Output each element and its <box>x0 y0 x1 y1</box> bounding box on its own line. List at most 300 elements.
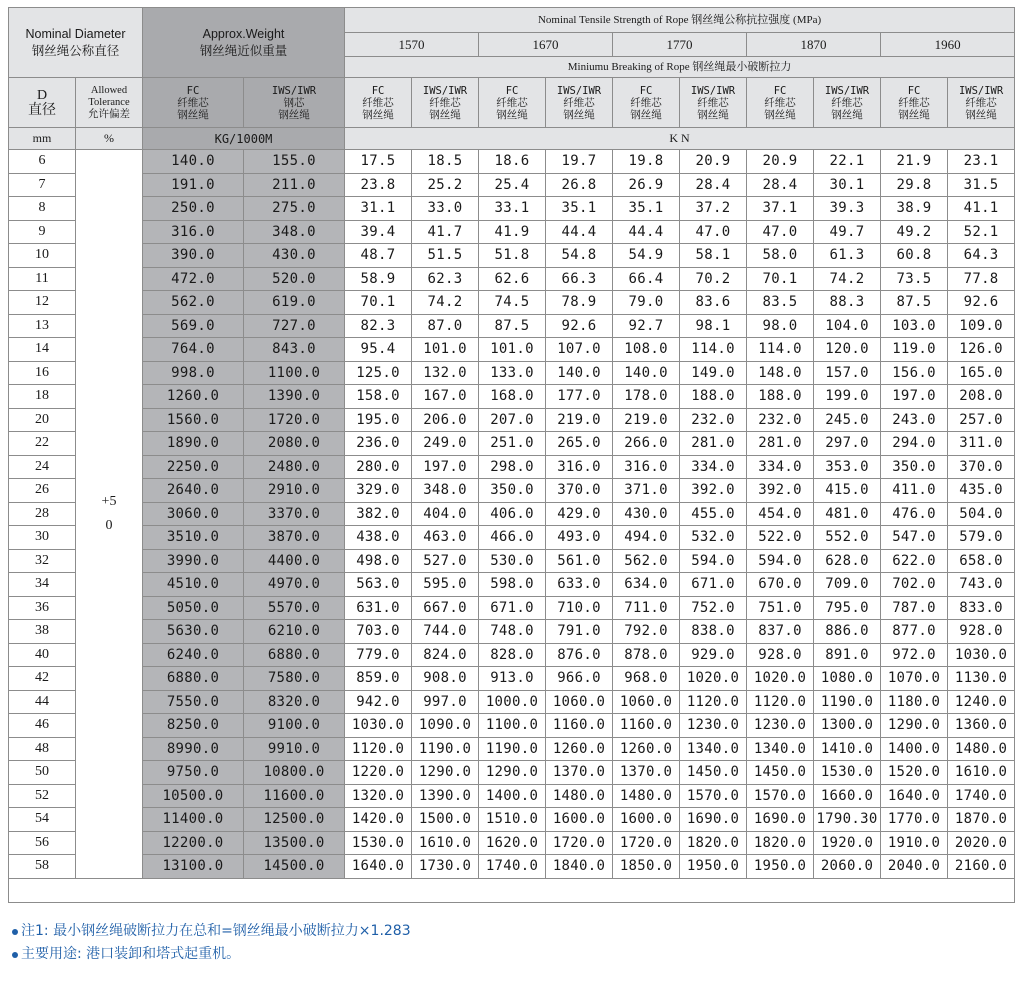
breaking-load-cell: 199.0 <box>814 385 881 409</box>
breaking-load-cell: 329.0 <box>345 479 412 503</box>
breaking-load-cell: 47.0 <box>747 220 814 244</box>
breaking-load-cell: 98.1 <box>680 314 747 338</box>
breaking-load-cell: 476.0 <box>881 502 948 526</box>
breaking-load-cell: 913.0 <box>479 667 546 691</box>
breaking-load-cell: 44.4 <box>546 220 613 244</box>
breaking-load-cell: 1600.0 <box>546 808 613 832</box>
core-type-zh: 纤维芯 <box>764 96 796 109</box>
breaking-load-cell: 25.2 <box>412 173 479 197</box>
tolerance-minus: 0 <box>105 517 113 533</box>
core-type-zh: 纤维芯 <box>831 96 863 109</box>
breaking-load-cell: 1290.0 <box>479 761 546 785</box>
breaking-load-cell: 165.0 <box>948 361 1015 385</box>
breaking-load-cell: 74.2 <box>412 291 479 315</box>
breaking-load-cell: 671.0 <box>479 596 546 620</box>
breaking-load-cell: 101.0 <box>412 338 479 362</box>
breaking-load-cell: 168.0 <box>479 385 546 409</box>
breaking-load-cell: 350.0 <box>881 455 948 479</box>
breaking-load-cell: 21.9 <box>881 150 948 174</box>
diameter-cell: 11 <box>9 267 76 291</box>
breaking-load-cell: 197.0 <box>412 455 479 479</box>
breaking-load-cell: 1230.0 <box>680 714 747 738</box>
core-type-zh: 钢芯 <box>283 96 305 109</box>
unit-mm: mm <box>9 128 76 150</box>
breaking-load-cell: 119.0 <box>881 338 948 362</box>
breaking-load-cell: 633.0 <box>546 573 613 597</box>
breaking-load-cell: 1100.0 <box>479 714 546 738</box>
breaking-load-cell: 54.9 <box>613 244 680 268</box>
strength-1570-iws-header <box>412 78 479 128</box>
breaking-load-cell: 1820.0 <box>680 831 747 855</box>
breaking-load-cell: 70.1 <box>345 291 412 315</box>
grade-1960: 1960 <box>881 33 1015 57</box>
table-row <box>9 455 1015 479</box>
table-row <box>9 667 1015 691</box>
breaking-load-cell: 51.5 <box>412 244 479 268</box>
breaking-load-cell: 997.0 <box>412 690 479 714</box>
breaking-load-cell: 562.0 <box>613 549 680 573</box>
weight-cell: 430.0 <box>244 244 345 268</box>
diameter-symbol: D <box>36 87 48 103</box>
breaking-load-cell: 1060.0 <box>613 690 680 714</box>
core-type-zh: 钢丝绳 <box>496 108 528 121</box>
breaking-load-cell: 73.5 <box>881 267 948 291</box>
breaking-load-cell: 1410.0 <box>814 737 881 761</box>
breaking-load-cell: 156.0 <box>881 361 948 385</box>
grade-1770: 1770 <box>613 33 747 57</box>
breaking-load-cell: 552.0 <box>814 526 881 550</box>
breaking-load-cell: 178.0 <box>613 385 680 409</box>
weight-cell: 11600.0 <box>244 784 345 808</box>
breaking-load-header: Miniumu Breaking of Rope 钢丝绳最小破断拉力 <box>345 57 1015 78</box>
breaking-load-cell: 77.8 <box>948 267 1015 291</box>
breaking-load-cell: 1450.0 <box>680 761 747 785</box>
breaking-load-cell: 1610.0 <box>412 831 479 855</box>
breaking-load-cell: 18.6 <box>479 150 546 174</box>
strength-1870-iws-header <box>814 78 881 128</box>
core-type-label: FC <box>907 84 921 97</box>
weight-cell: 191.0 <box>143 173 244 197</box>
weight-cell: 4510.0 <box>143 573 244 597</box>
breaking-load-cell: 631.0 <box>345 596 412 620</box>
breaking-load-cell: 1400.0 <box>881 737 948 761</box>
diameter-cell: 24 <box>9 455 76 479</box>
core-type-label: IWS/IWR <box>556 84 602 97</box>
breaking-load-cell: 928.0 <box>747 643 814 667</box>
core-type-zh: 钢丝绳 <box>965 108 997 121</box>
breaking-load-cell: 22.1 <box>814 150 881 174</box>
weight-cell: 6880.0 <box>244 643 345 667</box>
weight-cell: 2480.0 <box>244 455 345 479</box>
breaking-load-cell: 744.0 <box>412 620 479 644</box>
breaking-load-cell: 92.6 <box>948 291 1015 315</box>
breaking-load-cell: 49.7 <box>814 220 881 244</box>
breaking-load-cell: 1570.0 <box>747 784 814 808</box>
weight-cell: 843.0 <box>244 338 345 362</box>
breaking-load-cell: 140.0 <box>613 361 680 385</box>
weight-cell: 14500.0 <box>244 855 345 879</box>
breaking-load-cell: 281.0 <box>747 432 814 456</box>
breaking-load-cell: 245.0 <box>814 408 881 432</box>
breaking-load-cell: 795.0 <box>814 596 881 620</box>
breaking-load-cell: 281.0 <box>680 432 747 456</box>
breaking-load-cell: 58.9 <box>345 267 412 291</box>
breaking-load-cell: 33.0 <box>412 197 479 221</box>
breaking-load-cell: 710.0 <box>546 596 613 620</box>
breaking-load-cell: 838.0 <box>680 620 747 644</box>
breaking-load-cell: 208.0 <box>948 385 1015 409</box>
breaking-load-cell: 972.0 <box>881 643 948 667</box>
breaking-load-cell: 1340.0 <box>680 737 747 761</box>
weight-cell: 3370.0 <box>244 502 345 526</box>
breaking-load-cell: 928.0 <box>948 620 1015 644</box>
weight-cell: 3060.0 <box>143 502 244 526</box>
breaking-load-cell: 1190.0 <box>814 690 881 714</box>
diameter-cell: 58 <box>9 855 76 879</box>
breaking-load-cell: 711.0 <box>613 596 680 620</box>
breaking-load-cell: 702.0 <box>881 573 948 597</box>
breaking-load-cell: 1030.0 <box>345 714 412 738</box>
weight-cell: 2910.0 <box>244 479 345 503</box>
breaking-load-cell: 1080.0 <box>814 667 881 691</box>
diameter-cell: 16 <box>9 361 76 385</box>
breaking-load-cell: 1260.0 <box>613 737 680 761</box>
breaking-load-cell: 1290.0 <box>412 761 479 785</box>
breaking-load-cell: 41.1 <box>948 197 1015 221</box>
breaking-load-cell: 101.0 <box>479 338 546 362</box>
core-type-zh: 纤维芯 <box>496 96 528 109</box>
breaking-load-cell: 1020.0 <box>680 667 747 691</box>
weight-cell: 9910.0 <box>244 737 345 761</box>
breaking-load-cell: 404.0 <box>412 502 479 526</box>
breaking-load-cell: 1450.0 <box>747 761 814 785</box>
tolerance-cell <box>76 150 143 879</box>
breaking-load-cell: 1730.0 <box>412 855 479 879</box>
breaking-load-cell: 257.0 <box>948 408 1015 432</box>
breaking-load-cell: 74.5 <box>479 291 546 315</box>
table-row <box>9 784 1015 808</box>
breaking-load-cell: 316.0 <box>613 455 680 479</box>
diameter-cell: 48 <box>9 737 76 761</box>
breaking-load-cell: 58.0 <box>747 244 814 268</box>
weight-cell: 12200.0 <box>143 831 244 855</box>
breaking-load-cell: 579.0 <box>948 526 1015 550</box>
weight-cell: 562.0 <box>143 291 244 315</box>
weight-iws-header <box>244 78 345 128</box>
table-row <box>9 737 1015 761</box>
breaking-load-cell: 968.0 <box>613 667 680 691</box>
diameter-cell: 6 <box>9 150 76 174</box>
table-row <box>9 173 1015 197</box>
core-type-zh: 钢丝绳 <box>831 108 863 121</box>
breaking-load-cell: 232.0 <box>747 408 814 432</box>
core-type-zh: 钢丝绳 <box>429 108 461 121</box>
breaking-load-cell: 31.5 <box>948 173 1015 197</box>
breaking-load-cell: 454.0 <box>747 502 814 526</box>
breaking-load-cell: 2020.0 <box>948 831 1015 855</box>
weight-cell: 569.0 <box>143 314 244 338</box>
breaking-load-cell: 370.0 <box>546 479 613 503</box>
breaking-load-cell: 1720.0 <box>546 831 613 855</box>
diameter-cell: 28 <box>9 502 76 526</box>
strength-1770-fc-header <box>613 78 680 128</box>
breaking-load-cell: 51.8 <box>479 244 546 268</box>
tolerance-en: Tolerance <box>88 96 130 108</box>
weight-cell: 250.0 <box>143 197 244 221</box>
breaking-load-cell: 1870.0 <box>948 808 1015 832</box>
weight-cell: 5630.0 <box>143 620 244 644</box>
weight-cell: 6240.0 <box>143 643 244 667</box>
breaking-load-cell: 1240.0 <box>948 690 1015 714</box>
breaking-load-cell: 109.0 <box>948 314 1015 338</box>
breaking-load-cell: 37.1 <box>747 197 814 221</box>
table-row <box>9 338 1015 362</box>
unit-weight: KG/1000M <box>143 128 345 150</box>
breaking-load-cell: 751.0 <box>747 596 814 620</box>
weight-cell: 211.0 <box>244 173 345 197</box>
bullet-icon <box>12 929 18 935</box>
note-2-text: 主要用途: 港口装卸和塔式起重机。 <box>21 946 241 962</box>
breaking-load-cell: 114.0 <box>747 338 814 362</box>
strength-1570-fc-header <box>345 78 412 128</box>
breaking-load-cell: 79.0 <box>613 291 680 315</box>
breaking-load-cell: 429.0 <box>546 502 613 526</box>
breaking-load-cell: 876.0 <box>546 643 613 667</box>
breaking-load-cell: 670.0 <box>747 573 814 597</box>
breaking-load-cell: 406.0 <box>479 502 546 526</box>
breaking-load-cell: 19.7 <box>546 150 613 174</box>
diameter-cell: 22 <box>9 432 76 456</box>
diameter-cell: 26 <box>9 479 76 503</box>
breaking-load-cell: 563.0 <box>345 573 412 597</box>
breaking-load-cell: 455.0 <box>680 502 747 526</box>
breaking-load-cell: 1290.0 <box>881 714 948 738</box>
weight-cell: 275.0 <box>244 197 345 221</box>
bullet-icon <box>12 952 18 958</box>
breaking-load-cell: 2040.0 <box>881 855 948 879</box>
breaking-load-cell: 1530.0 <box>814 761 881 785</box>
unit-kn: K N <box>345 128 1015 150</box>
weight-cell: 1100.0 <box>244 361 345 385</box>
diameter-cell: 14 <box>9 338 76 362</box>
weight-cell: 140.0 <box>143 150 244 174</box>
breaking-load-cell: 87.5 <box>479 314 546 338</box>
table-row <box>9 220 1015 244</box>
table-row <box>9 479 1015 503</box>
breaking-load-cell: 1370.0 <box>546 761 613 785</box>
breaking-load-cell: 561.0 <box>546 549 613 573</box>
breaking-load-cell: 58.1 <box>680 244 747 268</box>
breaking-load-cell: 44.4 <box>613 220 680 244</box>
table-row <box>9 620 1015 644</box>
breaking-load-cell: 316.0 <box>546 455 613 479</box>
core-type-zh: 钢丝绳 <box>764 108 796 121</box>
weight-cell: 3870.0 <box>244 526 345 550</box>
weight-cell: 9750.0 <box>143 761 244 785</box>
breaking-load-cell: 39.4 <box>345 220 412 244</box>
breaking-load-cell: 78.9 <box>546 291 613 315</box>
breaking-load-cell: 1420.0 <box>345 808 412 832</box>
breaking-load-cell: 1390.0 <box>412 784 479 808</box>
weight-cell: 7580.0 <box>244 667 345 691</box>
breaking-load-cell: 392.0 <box>747 479 814 503</box>
strength-1670-fc-header <box>479 78 546 128</box>
breaking-load-cell: 66.4 <box>613 267 680 291</box>
breaking-load-cell: 493.0 <box>546 526 613 550</box>
core-type-label: IWS/IWR <box>422 84 468 97</box>
diameter-zh: 直径 <box>28 102 56 118</box>
weight-cell: 998.0 <box>143 361 244 385</box>
breaking-load-cell: 207.0 <box>479 408 546 432</box>
breaking-load-cell: 594.0 <box>747 549 814 573</box>
breaking-load-cell: 1620.0 <box>479 831 546 855</box>
breaking-load-cell: 634.0 <box>613 573 680 597</box>
core-type-zh: 纤维芯 <box>965 96 997 109</box>
breaking-load-cell: 83.6 <box>680 291 747 315</box>
breaking-load-cell: 311.0 <box>948 432 1015 456</box>
breaking-load-cell: 28.4 <box>747 173 814 197</box>
breaking-load-cell: 1850.0 <box>613 855 680 879</box>
strength-1670-iws-header <box>546 78 613 128</box>
breaking-load-cell: 132.0 <box>412 361 479 385</box>
breaking-load-cell: 382.0 <box>345 502 412 526</box>
weight-cell: 13100.0 <box>143 855 244 879</box>
weight-cell: 348.0 <box>244 220 345 244</box>
breaking-load-cell: 498.0 <box>345 549 412 573</box>
breaking-load-cell: 1530.0 <box>345 831 412 855</box>
breaking-load-cell: 595.0 <box>412 573 479 597</box>
breaking-load-cell: 791.0 <box>546 620 613 644</box>
core-type-label: FC <box>371 84 385 97</box>
breaking-load-cell: 1640.0 <box>881 784 948 808</box>
breaking-load-cell: 243.0 <box>881 408 948 432</box>
blank-cell <box>9 878 1015 902</box>
table-row <box>9 808 1015 832</box>
breaking-load-cell: 1660.0 <box>814 784 881 808</box>
breaking-load-cell: 92.6 <box>546 314 613 338</box>
breaking-load-cell: 62.3 <box>412 267 479 291</box>
core-type-zh: 纤维芯 <box>898 96 930 109</box>
breaking-load-cell: 594.0 <box>680 549 747 573</box>
breaking-load-cell: 17.5 <box>345 150 412 174</box>
breaking-load-cell: 1720.0 <box>613 831 680 855</box>
breaking-load-cell: 1570.0 <box>680 784 747 808</box>
approx-weight-zh: 钢丝绳近似重量 <box>199 43 288 58</box>
core-type-zh: 纤维芯 <box>697 96 729 109</box>
weight-cell: 10800.0 <box>244 761 345 785</box>
breaking-load-cell: 1070.0 <box>881 667 948 691</box>
diameter-cell: 40 <box>9 643 76 667</box>
breaking-load-cell: 61.3 <box>814 244 881 268</box>
breaking-load-cell: 64.3 <box>948 244 1015 268</box>
breaking-load-cell: 120.0 <box>814 338 881 362</box>
breaking-load-cell: 41.9 <box>479 220 546 244</box>
weight-cell: 390.0 <box>143 244 244 268</box>
core-type-zh: 钢丝绳 <box>697 108 729 121</box>
breaking-load-cell: 20.9 <box>680 150 747 174</box>
core-type-label: IWS/IWR <box>824 84 870 97</box>
breaking-load-cell: 28.4 <box>680 173 747 197</box>
breaking-load-cell: 371.0 <box>613 479 680 503</box>
breaking-load-cell: 31.1 <box>345 197 412 221</box>
breaking-load-cell: 859.0 <box>345 667 412 691</box>
breaking-load-cell: 52.1 <box>948 220 1015 244</box>
weight-fc-header <box>143 78 244 128</box>
breaking-load-cell: 1690.0 <box>680 808 747 832</box>
breaking-load-cell: 752.0 <box>680 596 747 620</box>
core-type-zh: 纤维芯 <box>177 96 209 109</box>
breaking-load-cell: 1950.0 <box>747 855 814 879</box>
blank-row <box>9 878 1015 902</box>
core-type-zh: 钢丝绳 <box>898 108 930 121</box>
breaking-load-cell: 671.0 <box>680 573 747 597</box>
grade-1870: 1870 <box>747 33 881 57</box>
diameter-cell: 13 <box>9 314 76 338</box>
breaking-load-cell: 206.0 <box>412 408 479 432</box>
breaking-load-cell: 1370.0 <box>613 761 680 785</box>
weight-cell: 1390.0 <box>244 385 345 409</box>
breaking-load-cell: 886.0 <box>814 620 881 644</box>
weight-cell: 11400.0 <box>143 808 244 832</box>
breaking-load-cell: 1030.0 <box>948 643 1015 667</box>
table-row <box>9 573 1015 597</box>
weight-cell: 1260.0 <box>143 385 244 409</box>
breaking-load-cell: 23.1 <box>948 150 1015 174</box>
strength-1960-fc-header <box>881 78 948 128</box>
breaking-load-cell: 1520.0 <box>881 761 948 785</box>
breaking-load-cell: 1190.0 <box>479 737 546 761</box>
core-type-zh: 纤维芯 <box>563 96 595 109</box>
breaking-load-cell: 88.3 <box>814 291 881 315</box>
breaking-load-cell: 530.0 <box>479 549 546 573</box>
table-row <box>9 314 1015 338</box>
breaking-load-cell: 908.0 <box>412 667 479 691</box>
breaking-load-cell: 824.0 <box>412 643 479 667</box>
breaking-load-cell: 177.0 <box>546 385 613 409</box>
breaking-load-cell: 1950.0 <box>680 855 747 879</box>
breaking-load-cell: 966.0 <box>546 667 613 691</box>
breaking-load-cell: 38.9 <box>881 197 948 221</box>
breaking-load-cell: 1180.0 <box>881 690 948 714</box>
weight-cell: 8250.0 <box>143 714 244 738</box>
breaking-load-cell: 1190.0 <box>412 737 479 761</box>
weight-cell: 6210.0 <box>244 620 345 644</box>
breaking-load-cell: 622.0 <box>881 549 948 573</box>
footnotes <box>12 920 1012 966</box>
weight-cell: 3990.0 <box>143 549 244 573</box>
core-type-label: IWS/IWR <box>958 84 1004 97</box>
breaking-load-cell: 463.0 <box>412 526 479 550</box>
strength-1770-iws-header <box>680 78 747 128</box>
breaking-load-cell: 1160.0 <box>546 714 613 738</box>
breaking-load-cell: 54.8 <box>546 244 613 268</box>
core-type-zh: 钢丝绳 <box>177 108 209 121</box>
core-type-zh: 钢丝绳 <box>630 108 662 121</box>
diameter-cell: 52 <box>9 784 76 808</box>
breaking-load-cell: 70.1 <box>747 267 814 291</box>
breaking-load-cell: 532.0 <box>680 526 747 550</box>
table-row <box>9 197 1015 221</box>
table-row <box>9 761 1015 785</box>
breaking-load-cell: 743.0 <box>948 573 1015 597</box>
breaking-load-cell: 1260.0 <box>546 737 613 761</box>
breaking-load-cell: 1480.0 <box>613 784 680 808</box>
core-type-label: IWS/IWR <box>271 84 317 97</box>
breaking-load-cell: 504.0 <box>948 502 1015 526</box>
breaking-load-cell: 1480.0 <box>546 784 613 808</box>
breaking-load-cell: 1130.0 <box>948 667 1015 691</box>
breaking-load-cell: 41.7 <box>412 220 479 244</box>
